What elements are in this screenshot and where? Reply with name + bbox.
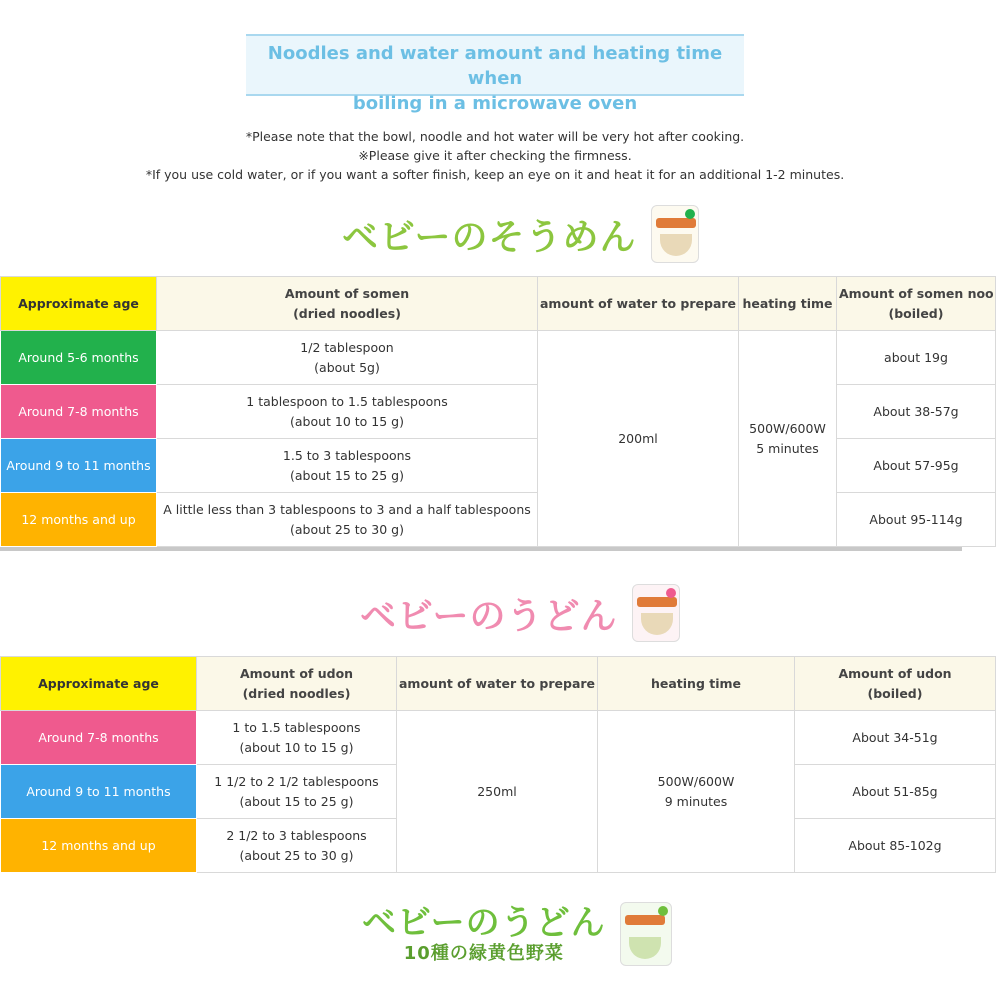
udon-header-boiled-l2: (boiled) [867, 685, 923, 701]
udon-amount-l1: 2 1/2 to 3 tablespoons [226, 827, 367, 843]
udon-header-water: amount of water to prepare [397, 657, 598, 711]
somen-age-cell: Around 7-8 months [1, 385, 157, 439]
somen-header-boiled [837, 277, 996, 331]
somen-amount-l2: (about 5g) [314, 359, 380, 375]
udon-vegetable-logo [362, 902, 672, 966]
somen-boiled-cell: about 19g [837, 331, 996, 385]
udon-boiled-cell: About 51-85g [795, 765, 996, 819]
table-row [1, 331, 996, 385]
udon-logo-text: ベビーのうどん [360, 595, 618, 637]
somen-amount-cell [157, 385, 538, 439]
udon-age-cell: Around 9 to 11 months [1, 765, 197, 819]
somen-amount-l2: (about 25 to 30 g) [289, 521, 404, 537]
udon-age-cell: Around 7-8 months [1, 711, 197, 765]
udon-header-amount [197, 657, 397, 711]
somen-header-amount [157, 277, 538, 331]
udon-vegetable-logo-line1: ベビーのうどん [362, 903, 606, 943]
udon-heat-cell [598, 711, 795, 873]
note-firmness: ※Please give it after checking the firmness. [358, 148, 632, 163]
udon-vegetable-package-image [620, 902, 672, 966]
somen-amount-cell [157, 493, 538, 547]
udon-header-age: Approximate age [1, 657, 197, 711]
udon-amount-l2: (about 10 to 15 g) [239, 739, 354, 755]
somen-header-row [1, 277, 996, 331]
somen-amount-l1: 1/2 tablespoon [300, 339, 394, 355]
page-title [246, 34, 744, 114]
somen-boiled-cell: About 95-114g [837, 493, 996, 547]
udon-table [0, 656, 996, 873]
somen-age-cell: Around 9 to 11 months [1, 439, 157, 493]
udon-amount-cell [197, 819, 397, 873]
udon-heat-l2: 9 minutes [664, 793, 728, 809]
somen-header-heat: heating time [739, 277, 837, 331]
udon-boiled-cell: About 34-51g [795, 711, 996, 765]
udon-amount-l2: (about 25 to 30 g) [239, 847, 354, 863]
udon-amount-l1: 1 1/2 to 2 1/2 tablespoons [214, 773, 379, 789]
somen-heat-l2: 5 minutes [756, 440, 819, 456]
somen-header-amount-l2: (dried noodles) [293, 305, 401, 321]
page-title-line2: boiling in a microwave oven [352, 93, 638, 114]
udon-amount-cell [197, 711, 397, 765]
somen-package-image [651, 205, 699, 263]
udon-header-amount-l1: Amount of udon [239, 665, 354, 681]
udon-heat-l1: 500W/600W [657, 773, 735, 789]
somen-water-cell: 200ml [538, 331, 739, 547]
note-cold-water: *If you use cold water, or if you want a softer finish, keep an eye on it and heat it for an additional 1-2 minutes. [145, 167, 845, 182]
somen-age-cell: Around 5-6 months [1, 331, 157, 385]
somen-heat-l1: 500W/600W [749, 420, 826, 436]
table-row [1, 493, 996, 547]
somen-header-age: Approximate age [1, 277, 157, 331]
udon-vegetable-logo-text [362, 903, 606, 965]
udon-vegetable-logo-line2: 10種の緑黄色野菜 [403, 943, 564, 964]
udon-amount-l1: 1 to 1.5 tablespoons [232, 719, 361, 735]
somen-boiled-cell: About 38-57g [837, 385, 996, 439]
somen-header-water: amount of water to prepare [538, 277, 739, 331]
somen-amount-l2: (about 15 to 25 g) [289, 467, 404, 483]
somen-header-amount-l1: Amount of somen [284, 285, 410, 301]
somen-amount-l1: A little less than 3 tablespoons to 3 and a half tablespoons [163, 501, 531, 517]
horizontal-scrollbar[interactable] [0, 547, 962, 551]
udon-package-image [632, 584, 680, 642]
somen-heat-cell [739, 331, 837, 547]
somen-header-boiled-l1: Amount of somen noo [839, 285, 994, 301]
udon-amount-l2: (about 15 to 25 g) [239, 793, 354, 809]
table-row [1, 711, 996, 765]
udon-water-cell: 250ml [397, 711, 598, 873]
somen-logo-text: ベビーのそうめん [342, 216, 637, 258]
note-hot: *Please note that the bowl, noodle and hot water will be very hot after cooking. [245, 129, 745, 144]
somen-logo [342, 205, 699, 263]
udon-amount-cell [197, 765, 397, 819]
somen-amount-cell [157, 331, 538, 385]
somen-amount-l1: 1 tablespoon to 1.5 tablespoons [246, 393, 448, 409]
udon-boiled-cell: About 85-102g [795, 819, 996, 873]
udon-header-boiled-l1: Amount of udon [838, 665, 952, 681]
somen-header-boiled-l2: (boiled) [888, 305, 944, 321]
somen-amount-l2: (about 10 to 15 g) [289, 413, 404, 429]
udon-header-row [1, 657, 996, 711]
udon-logo [360, 584, 680, 642]
table-row [1, 385, 996, 439]
somen-boiled-cell: About 57-95g [837, 439, 996, 493]
cooking-notes [0, 127, 990, 184]
somen-age-cell: 12 months and up [1, 493, 157, 547]
somen-amount-cell [157, 439, 538, 493]
udon-age-cell: 12 months and up [1, 819, 197, 873]
somen-table [0, 276, 996, 547]
page-title-line1: Noodles and water amount and heating time when [267, 43, 723, 89]
table-row [1, 439, 996, 493]
udon-header-heat: heating time [598, 657, 795, 711]
somen-amount-l1: 1.5 to 3 tablespoons [282, 447, 412, 463]
udon-header-boiled [795, 657, 996, 711]
udon-header-amount-l2: (dried noodles) [242, 685, 351, 701]
